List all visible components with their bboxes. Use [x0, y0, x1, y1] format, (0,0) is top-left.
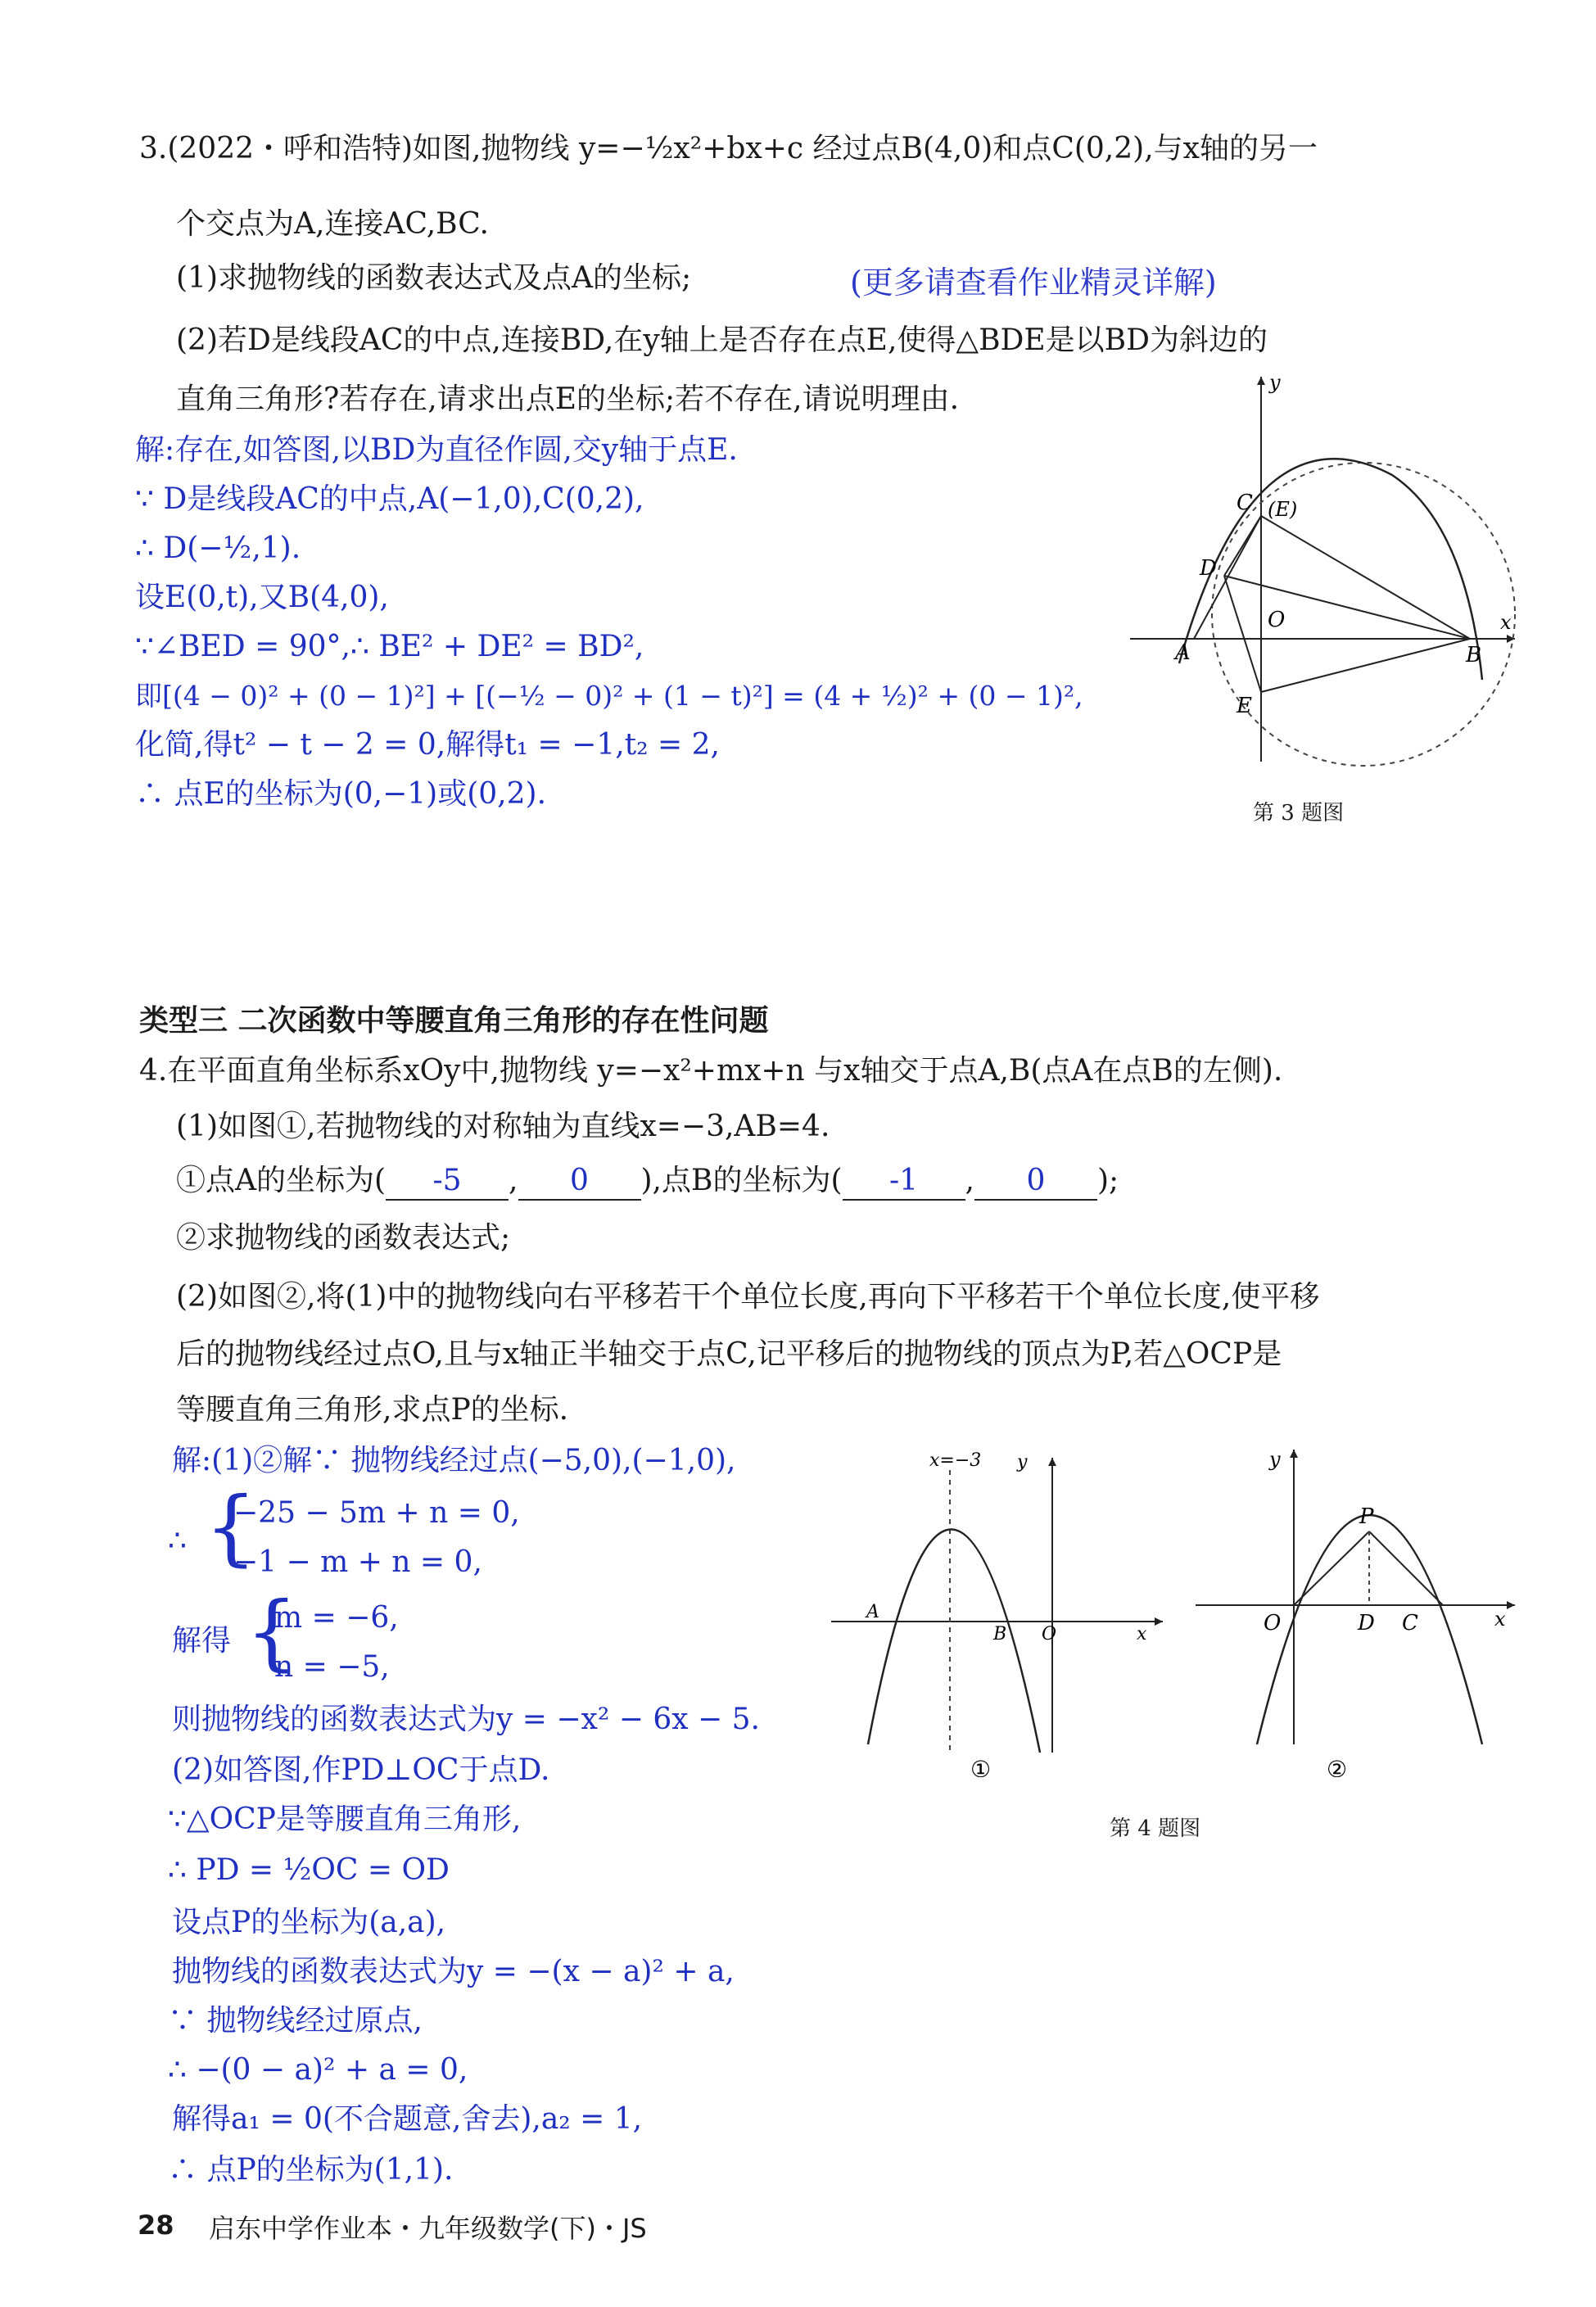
q4-fig2-label-P: P [1359, 1504, 1374, 1529]
q4-part2-line3: 等腰直角三角形,求点P的坐标. [176, 1393, 569, 1427]
q3-label-C: C [1237, 491, 1253, 515]
q4-sol-s8: ∵ 抛物线经过原点, [168, 2004, 423, 2038]
q3-hint-link[interactable]: (更多请查看作业精灵详解) [850, 265, 1217, 301]
q4-fig2-label-O: O [1264, 1611, 1282, 1635]
q4-fig1-number: ① [970, 1756, 992, 1777]
page-number: 28 [138, 2210, 174, 2241]
q4-sol-s7: 抛物线的函数表达式为y = −(x − a)² + a, [172, 1955, 735, 1988]
q4-fig2-label-x: x [1494, 1608, 1506, 1631]
q4-sol-sys2b: n = −5, [274, 1650, 390, 1684]
q4-fig1-label-y: y [1017, 1452, 1028, 1472]
q3-figure [1122, 369, 1523, 770]
q3-solution-line8: ∴ 点E的坐标为(0,−1)或(0,2). [135, 777, 547, 811]
q4-sol-s1: 解:(1)②解∵ 抛物线经过点(−5,0),(−1,0), [172, 1444, 736, 1477]
q4-sol-s4: ∵△OCP是等腰直角三角形, [168, 1803, 522, 1836]
q4-sub1: ①点A的坐标为( -5 , 0 ),点B的坐标为( -1 , 0 ); [176, 1163, 1119, 1201]
q4-fig1-label-x: x [1137, 1624, 1147, 1644]
q3-stem-line2: 个交点为A,连接AC,BC. [176, 207, 489, 241]
q3-stem-line1: 3.(2022・呼和浩特)如图,抛物线 y=−½x²+bx+c 经过点B(4,0)和点C(0,2),与x轴的另一 [139, 132, 1318, 165]
q3-label-E-paren: (E) [1268, 498, 1298, 521]
q3-part2-line2: 直角三角形?若存在,请求出点E的坐标;若不存在,请说明理由. [176, 382, 960, 416]
q4-blank-bx[interactable]: -1 [843, 1163, 965, 1201]
q3-label-x: x [1500, 611, 1512, 634]
section-title: 类型三 二次函数中等腰直角三角形的存在性问题 [139, 1004, 769, 1038]
q4-part2-line1: (2)如图②,将(1)中的抛物线向右平移若干个单位长度,再向下平移若干个单位长度,使平移 [176, 1280, 1320, 1314]
q4-fig2-label-y: y [1269, 1448, 1281, 1471]
q3-figure-caption: 第 3 题图 [1253, 801, 1345, 826]
q3-solution-line7: 化简,得t² − t − 2 = 0,解得t₁ = −1,t₂ = 2, [135, 728, 720, 762]
q3-solution-line4: 设E(0,t),又B(4,0), [135, 581, 389, 614]
q4-sub2: ②求抛物线的函数表达式; [176, 1221, 511, 1255]
q4-sub1-prefix: ①点A的坐标为( [176, 1164, 387, 1197]
q4-sub1-suffix: ); [1096, 1164, 1119, 1197]
q4-figure-caption: 第 4 题图 [1110, 1816, 1201, 1841]
q4-sol-sys1b: −1 − m + n = 0, [233, 1545, 482, 1579]
q4-blank-by[interactable]: 0 [974, 1163, 1097, 1201]
q3-label-y: y [1269, 371, 1281, 394]
q3-label-E: E [1237, 694, 1252, 718]
q4-fig2-label-D: D [1358, 1611, 1375, 1635]
q3-label-D: D [1200, 556, 1217, 581]
q3-dashed-circle [1212, 463, 1515, 766]
q3-label-B: B [1466, 643, 1482, 667]
q3-solution-line6: 即[(4 − 0)² + (0 − 1)²] + [(−½ − 0)² + (1 − t)²] = (4 + ½)² + (0 − 1)², [135, 680, 1083, 712]
q4-blank-ax[interactable]: -5 [386, 1163, 509, 1201]
q3-label-A: A [1175, 640, 1191, 665]
q4-part2-line2: 后的抛物线经过点O,且与x轴正半轴交于点C,记平移后的抛物线的顶点为P,若△OCP是 [176, 1337, 1282, 1371]
q4-blank-ay[interactable]: 0 [518, 1163, 641, 1201]
q4-sub1-mid: ),点B的坐标为( [640, 1164, 843, 1197]
q4-sol-therefore: ∴ [168, 1524, 187, 1558]
q4-sol-s6: 设点P的坐标为(a,a), [172, 1906, 446, 1939]
q3-solution-line1: 解:存在,如答图,以BD为直径作圆,交y轴于点E. [135, 433, 738, 467]
q4-sol-brace2: { [246, 1584, 298, 1680]
q4-fig2-number: ② [1327, 1756, 1348, 1777]
q4-fig1-label-O: O [1042, 1624, 1057, 1644]
q4-sol-s11: ∴ 点P的坐标为(1,1). [168, 2153, 454, 2187]
q4-figure-1 [827, 1450, 1171, 1777]
q3-solution-line2: ∵ D是线段AC的中点,A(−1,0),C(0,2), [135, 482, 644, 516]
q4-sol-sys2a: m = −6, [274, 1601, 399, 1635]
q4-stem-line1: 4.在平面直角坐标系xOy中,抛物线 y=−x²+mx+n 与x轴交于点A,B(点A在点B的左侧). [139, 1054, 1283, 1088]
q4-fig1-label-line: x=−3 [929, 1450, 982, 1471]
q4-sol-s2: 则抛物线的函数表达式为y = −x² − 6x − 5. [172, 1703, 760, 1736]
q3-label-O: O [1268, 608, 1286, 632]
q4-sol-solve: 解得 [172, 1624, 232, 1658]
q4-sol-brace1: { [205, 1479, 257, 1575]
q3-part1: (1)求抛物线的函数表达式及点A的坐标; [176, 261, 692, 295]
q4-figure-2 [1187, 1441, 1523, 1777]
q3-solution-line5: ∵∠BED = 90°,∴ BE² + DE² = BD², [135, 630, 644, 663]
q4-fig1-label-A: A [866, 1602, 879, 1622]
q4-fig1-label-B: B [993, 1624, 1007, 1644]
q4-sol-sys1a: −25 − 5m + n = 0, [233, 1496, 520, 1530]
q4-part1: (1)如图①,若抛物线的对称轴为直线x=−3,AB=4. [176, 1110, 830, 1143]
q4-sol-s3: (2)如答图,作PD⊥OC于点D. [172, 1753, 550, 1787]
q3-solution-line3: ∴ D(−½,1). [135, 532, 301, 565]
q3-part2-line1: (2)若D是线段AC的中点,连接BD,在y轴上是否存在点E,使得△BDE是以BD为斜边的 [176, 323, 1268, 357]
q4-fig1-parabola [868, 1529, 1040, 1753]
q4-sol-s10: 解得a₁ = 0(不合题意,舍去),a₂ = 1, [172, 2102, 643, 2136]
q4-sol-s9: ∴ −(0 − a)² + a = 0, [168, 2053, 468, 2087]
q4-fig2-label-C: C [1402, 1611, 1418, 1635]
footer-title: 启东中学作业本・九年级数学(下)・JS [209, 2213, 647, 2244]
q4-sol-s5: ∴ PD = ½OC = OD [168, 1853, 450, 1887]
